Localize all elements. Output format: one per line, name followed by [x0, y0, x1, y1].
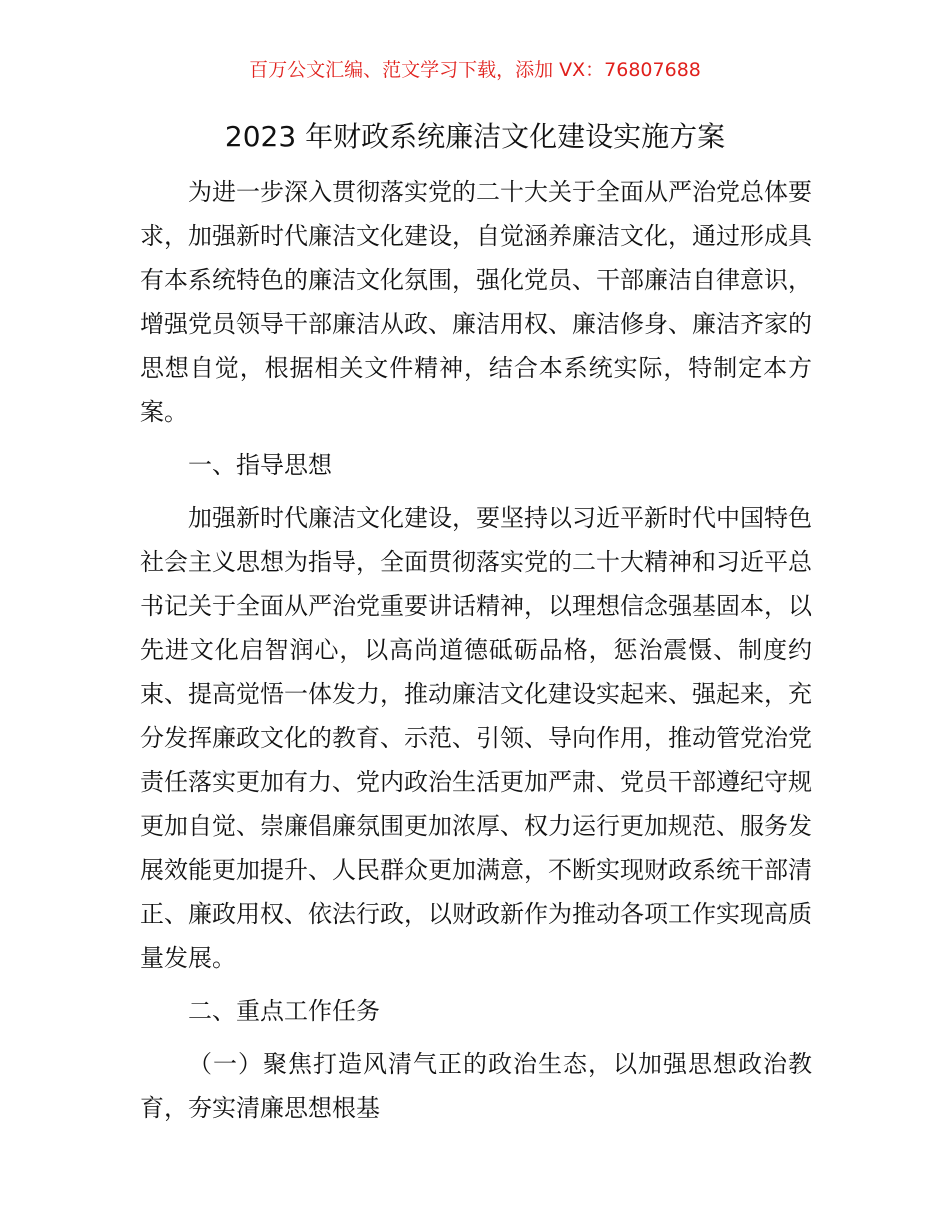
section-heading-key-tasks: 二、重点工作任务 [188, 997, 380, 1025]
section-heading-guiding-thought: 一、指导思想 [188, 451, 332, 479]
intro-paragraph: 为进一步深入贯彻落实党的二十大关于全面从严治党总体要求，加强新时代廉洁文化建设，自觉涵养廉洁文化，通过形成具有本系统特色的廉洁文化氛围，强化党员、干部廉洁自律意识，增强党员领导干部廉洁从政、廉洁用权、廉洁修身、廉洁齐家的思想自觉，根据相关文件精神，结合本系统实际，特制定本方案。 [140, 178, 812, 426]
subsection-heading-political-ecology: （一）聚焦打造风清气正的政治生态，以加强思想政治教育，夯实清廉思想根基 [140, 1050, 812, 1122]
guiding-thought-paragraph: 加强新时代廉洁文化建设，要坚持以习近平新时代中国特色社会主义思想为指导，全面贯彻落实党的二十大精神和习近平总书记关于全面从严治党重要讲话精神，以理想信念强基固本，以先进文化启智润心，以高尚道德砥砺品格，惩治震慑、制度约束、提高觉悟一体发力，推动廉洁文化建设实起来、强起来，充分发挥廉政文化的教育、示范、引领、导向作用，推动管党治党责任落实更加有力、党内政治生活更加严肃、党员干部遵纪守规更加自觉、崇廉倡廉氛围更加浓厚、权力运行更加规范、服务发展效能更加提升、人民群众更加满意，不断实现财政系统干部清正、廉政用权、依法行政，以财政新作为推动各项工作实现高质量发展。 [140, 504, 812, 972]
watermark-header: 百万公文汇编、范文学习下载，添加 VX：76807688 [249, 59, 701, 81]
document-title: 2023 年财政系统廉洁文化建设实施方案 [224, 120, 726, 153]
document-body [140, 170, 812, 1139]
